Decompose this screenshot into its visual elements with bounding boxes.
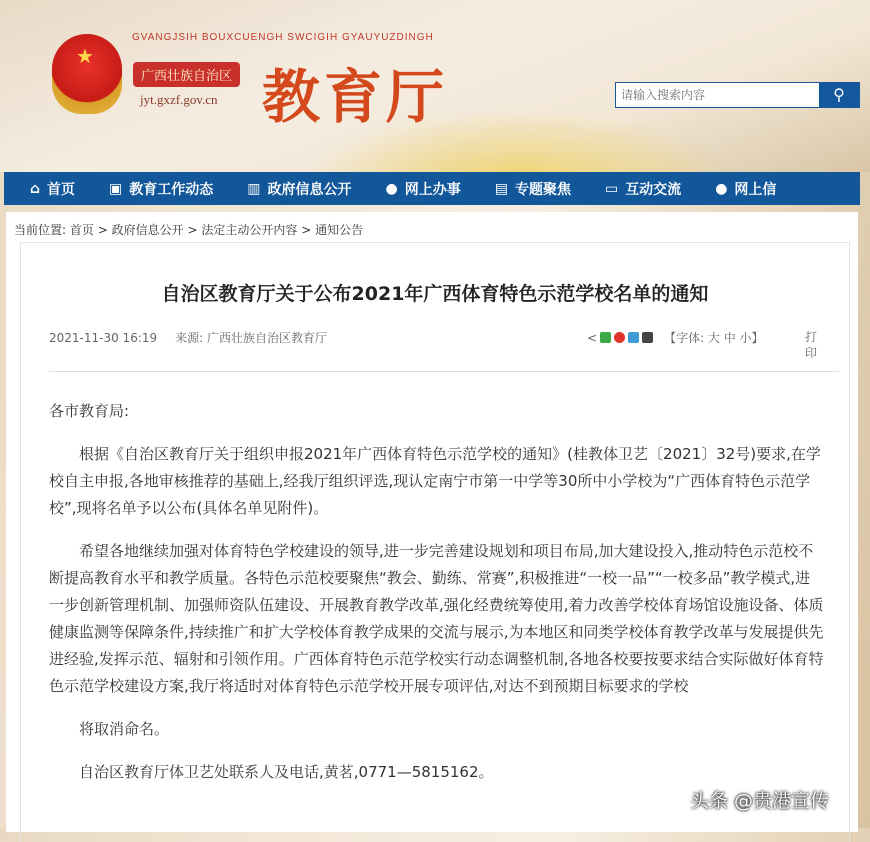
- home-icon: ⌂: [30, 180, 41, 197]
- nav-label: 首页: [47, 181, 76, 198]
- paragraph: 希望各地继续加强对体育特色学校建设的领导,进一步完善建设规划和项目布局,加大建设投入,推动特色示范校不断提高教育水平和教学质量。各特色示范校要聚焦“教会、勤练、常赛”,积极推进“一校一品”“一校多品”教学模式,进一步创新管理机制、加强师资队伍建设、开展教育教学改革,强化经费统筹使用,着力改善学校体育场馆设施设备、体质健康监测等保障条件,持续推广和扩大学校体育教学成果的交流与展示,为本地区和同类学校体育教学改革与发展提供先进经验,发挥示范、辐射和引领作用。广西体育特色示范学校实行动态调整机制,各地各校要按要求结合实际做好体育特色示范学校建设方案,我厅将适时对体育特色示范学校开展专项评估,对达不到预期目标要求的学校: [49, 542, 824, 695]
- divider: [49, 371, 839, 372]
- national-emblem-logo: ★: [52, 34, 122, 114]
- article-title: 自治区教育厅关于公布2021年广西体育特色示范学校名单的通知: [161, 283, 709, 305]
- wechat-icon[interactable]: [600, 332, 611, 343]
- nav-label: 专题聚焦: [514, 181, 571, 198]
- search-button[interactable]: [819, 83, 859, 107]
- chart-icon: ▥: [247, 180, 261, 197]
- site-url: jyt.gxzf.gov.cn: [140, 92, 218, 107]
- article-meta: [49, 329, 345, 346]
- qzone-icon[interactable]: [628, 332, 639, 343]
- nav-home[interactable]: [30, 179, 75, 199]
- weibo-icon[interactable]: [614, 332, 625, 343]
- article-source: 来源: 广西壮族自治区教育厅: [175, 331, 327, 345]
- site-title: 教育厅: [262, 63, 449, 131]
- main-nav: [4, 172, 860, 205]
- share-bar: [587, 329, 764, 346]
- search-input[interactable]: [616, 83, 819, 107]
- breadcrumb-sep: >: [97, 223, 108, 237]
- breadcrumb-prefix: 当前位置:: [14, 223, 67, 237]
- nav-label: 互动交流: [625, 181, 682, 198]
- breadcrumb-sep: >: [301, 223, 312, 237]
- qq-icon[interactable]: [642, 332, 653, 343]
- paragraph: 自治区教育厅体卫艺处联系人及电话,黄茗,0771—5815162。: [79, 763, 494, 781]
- paragraph: 各市教育局:: [49, 402, 130, 420]
- breadcrumb-legal[interactable]: 法定主动公开内容: [201, 223, 298, 237]
- nav-label: 网上办事: [404, 181, 461, 198]
- chat-icon: ●: [715, 180, 728, 197]
- breadcrumb-gov-info[interactable]: 政府信息公开: [111, 223, 184, 237]
- paragraph: 将取消命名。: [79, 720, 170, 738]
- nav-gov-info[interactable]: [247, 179, 351, 199]
- nav-education-news[interactable]: [109, 179, 213, 199]
- breadcrumb-home[interactable]: 首页: [69, 223, 94, 237]
- paragraph: 根据《自治区教育厅关于组织申报2021年广西体育特色示范学校的通知》(桂教体卫艺〔2021〕32号)要求,在学校自主申报,各地审核推荐的基础上,经我厅组织评选,现认定南宁市第一中学等30所中小学校为“广西体育特色示范学校”,现将名单予以公布(具体名单见附件)。: [49, 445, 821, 517]
- share-icon[interactable]: <: [587, 330, 598, 345]
- nav-label: 网上信: [734, 181, 777, 198]
- nav-online-letters[interactable]: [715, 179, 776, 199]
- nav-online-services[interactable]: [386, 179, 461, 199]
- content-panel: [6, 212, 858, 832]
- breadcrumb: [14, 221, 363, 238]
- print-button[interactable]: 打印: [805, 330, 818, 360]
- search-box: [615, 82, 860, 108]
- font-size-control[interactable]: 【字体: 大 中 小】: [664, 331, 764, 345]
- article: [20, 242, 850, 842]
- printer-icon: ▤: [494, 180, 508, 197]
- roman-name: GVANGJSIH BOUXCUENGH SWCIGIH GYAUYUZDINGH: [132, 32, 434, 43]
- search-icon: ⚲: [833, 87, 845, 104]
- region-name: 广西壮族自治区: [133, 62, 240, 87]
- breadcrumb-notices[interactable]: 通知公告: [315, 223, 364, 237]
- watermark: 头条 @贵港宣传: [690, 790, 830, 812]
- site-header: [0, 0, 870, 172]
- picture-icon: ▣: [109, 180, 123, 197]
- nav-label: 政府信息公开: [267, 181, 352, 198]
- nav-interaction[interactable]: [605, 179, 681, 199]
- monitor-icon: ▭: [604, 180, 619, 197]
- article-body: [49, 398, 824, 802]
- nav-label: 教育工作动态: [129, 181, 214, 198]
- chat-icon: ●: [385, 180, 398, 197]
- nav-topics[interactable]: [495, 179, 571, 199]
- article-date: 2021-11-30 16:19: [49, 331, 158, 345]
- breadcrumb-sep: >: [187, 223, 198, 237]
